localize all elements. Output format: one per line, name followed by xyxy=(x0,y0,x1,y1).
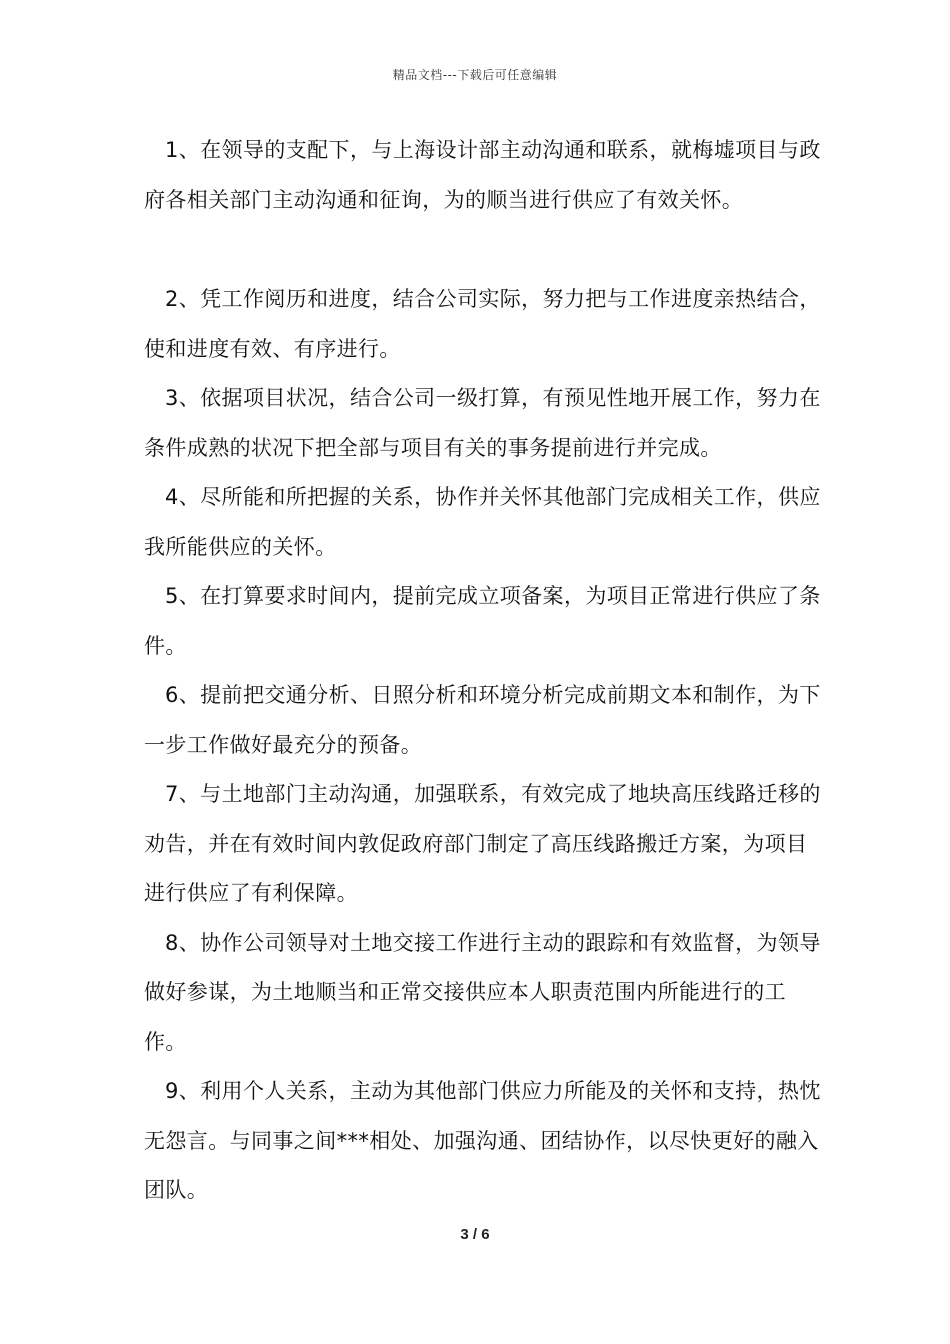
page-header: 精品文档---下载后可任意编辑 xyxy=(392,68,558,82)
paragraph-9: 9、利用个人关系，主动为其他部门供应力所能及的关怀和支持，热忱无怨言。与同事之间***相处、加强沟通、团结协作，以尽快更好的融入团队。 xyxy=(144,1079,821,1202)
paragraph-8: 8、协作公司领导对土地交接工作进行主动的跟踪和有效监督，为领导做好参谋，为土地顺当和正常交接供应本人职责范围内所能进行的工作。 xyxy=(144,930,821,1054)
document-body xyxy=(144,126,824,1216)
paragraph-4: 4、尽所能和所把握的关系，协作并关怀其他部门完成相关工作，供应我所能供应的关怀。 xyxy=(144,485,821,559)
paragraph-2: 2、凭工作阅历和进度，结合公司实际，努力把与工作进度亲热结合，使和进度有效、有序进行。 xyxy=(144,287,821,361)
paragraph-3: 3、依据项目状况，结合公司一级打算，有预见性地开展工作，努力在条件成熟的状况下把全部与项目有关的事务提前进行并完成。 xyxy=(144,386,821,460)
paragraph-1: 1、在领导的支配下，与上海设计部主动沟通和联系，就梅墟项目与政府各相关部门主动沟通和征询，为的顺当进行供应了有效关怀。 xyxy=(144,138,821,212)
paragraph-5: 5、在打算要求时间内，提前完成立项备案，为项目正常进行供应了条件。 xyxy=(144,584,821,658)
paragraph-6: 6、提前把交通分析、日照分析和环境分析完成前期文本和制作，为下一步工作做好最充分的预备。 xyxy=(144,683,821,757)
paragraph-7: 7、与土地部门主动沟通，加强联系，有效完成了地块高压线路迁移的劝告，并在有效时间内敦促政府部门制定了高压线路搬迁方案，为项目进行供应了有利保障。 xyxy=(144,782,821,905)
page-number: 3 / 6 xyxy=(460,1226,490,1243)
